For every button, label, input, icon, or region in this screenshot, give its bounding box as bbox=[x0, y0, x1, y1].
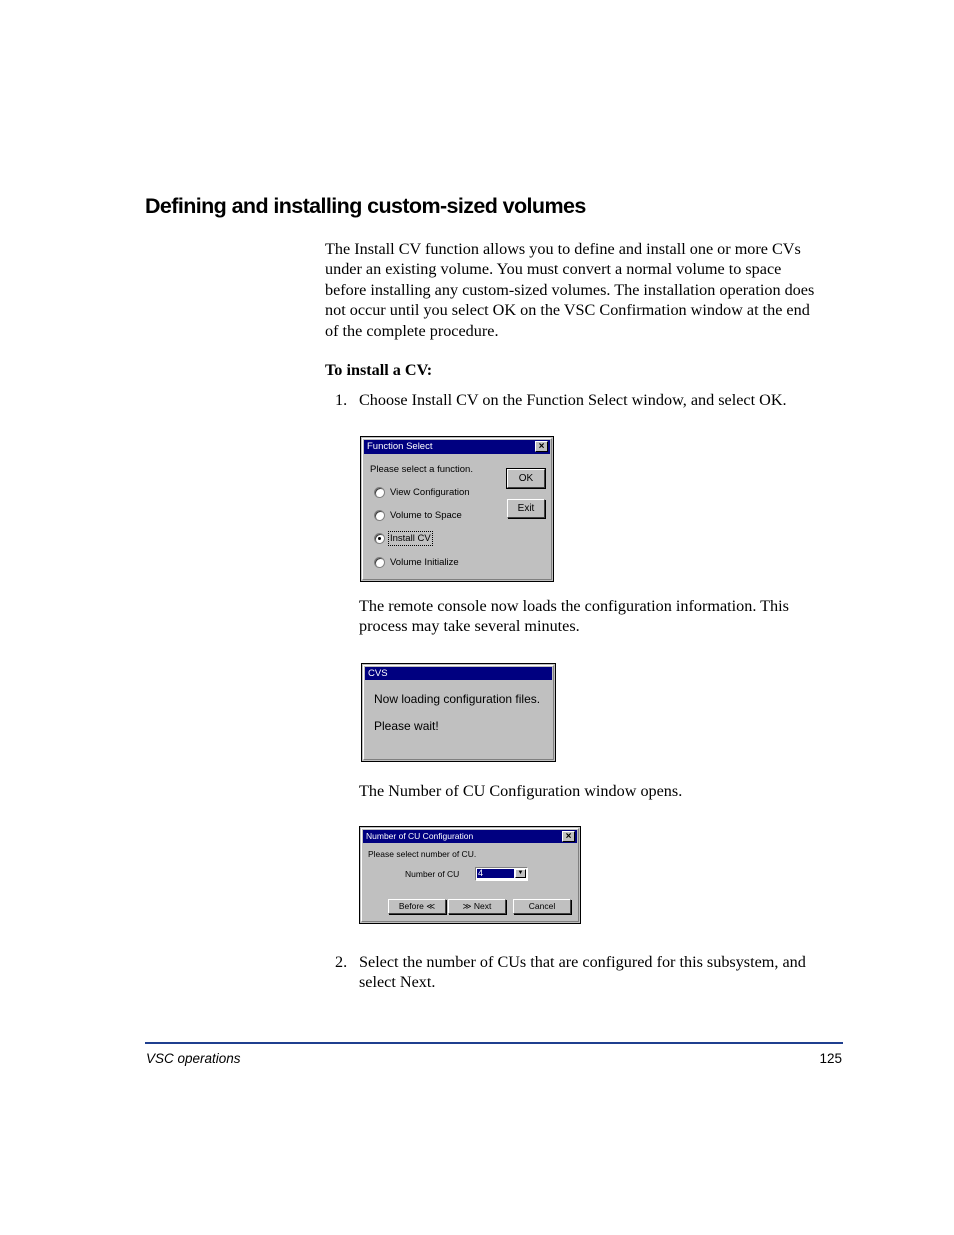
intro-line: not occur until you select OK on the VSC Confirmation window at the end bbox=[325, 301, 810, 320]
dialog-titlebar bbox=[363, 830, 577, 843]
section-heading: Defining and installing custom-sized volumes bbox=[145, 194, 586, 218]
option-label: Volume to Space bbox=[390, 510, 462, 521]
number-of-cu-select[interactable] bbox=[475, 867, 528, 881]
dialog-title: Number of CU Configuration bbox=[366, 831, 474, 841]
page-number: 125 bbox=[819, 1051, 842, 1066]
chevron-down-icon[interactable]: ▼ bbox=[515, 869, 526, 878]
cancel-button[interactable]: Cancel bbox=[513, 899, 571, 914]
dialog-title: CVS bbox=[368, 668, 388, 679]
cu-prompt: Please select number of CU. bbox=[368, 849, 477, 859]
intro-paragraph bbox=[325, 239, 845, 341]
step-number: 1. bbox=[335, 391, 348, 409]
function-prompt: Please select a function. bbox=[370, 464, 473, 475]
step-1 bbox=[335, 390, 845, 412]
radio-volume-initialize[interactable] bbox=[374, 557, 385, 568]
step-text: Choose Install CV on the Function Select window, and select OK. bbox=[359, 391, 787, 409]
next-button[interactable]: ≫ Next bbox=[448, 899, 506, 914]
close-button[interactable]: × bbox=[535, 441, 548, 452]
cvs-loading-dialog bbox=[361, 663, 556, 762]
function-select-dialog bbox=[360, 436, 554, 582]
loading-note: The remote console now loads the configuration information. This process may take several minutes. bbox=[359, 597, 789, 636]
dialog-titlebar bbox=[364, 440, 550, 454]
radio-install-cv[interactable] bbox=[374, 533, 385, 544]
step-text: Select the number of CUs that are configured for this subsystem, and select Next. bbox=[359, 953, 806, 992]
loading-message: Now loading configuration files. bbox=[374, 692, 541, 706]
step-number: 2. bbox=[335, 953, 348, 971]
option-label: Volume Initialize bbox=[390, 557, 459, 568]
intro-line: The Install CV function allows you to define and install one or more CVs bbox=[325, 240, 801, 258]
step-2 bbox=[335, 952, 845, 996]
ok-button[interactable]: OK bbox=[507, 469, 545, 488]
exit-button[interactable]: Exit bbox=[507, 499, 545, 518]
dialog-title: Function Select bbox=[367, 441, 433, 452]
intro-line: of the complete procedure. bbox=[325, 321, 499, 340]
intro-line: under an existing volume. You must convert a normal volume to space bbox=[325, 260, 782, 279]
radio-volume-to-space[interactable] bbox=[374, 510, 385, 521]
cu-field-label: Number of CU bbox=[405, 869, 460, 879]
wait-message: Please wait! bbox=[374, 719, 439, 733]
before-button[interactable]: Before ≪ bbox=[388, 899, 446, 914]
option-label: Install CV bbox=[390, 533, 431, 544]
selected-value: 4 bbox=[477, 869, 514, 878]
radio-view-configuration[interactable] bbox=[374, 487, 385, 498]
procedure-heading: To install a CV: bbox=[325, 361, 433, 379]
intro-line: before installing any custom-sized volumes. The installation operation does bbox=[325, 280, 815, 299]
close-button[interactable]: × bbox=[562, 831, 575, 842]
cu-configuration-dialog bbox=[359, 826, 581, 924]
option-label: View Configuration bbox=[390, 487, 470, 498]
dialog-titlebar bbox=[365, 667, 552, 680]
cu-window-note: The Number of CU Configuration window opens. bbox=[359, 782, 683, 800]
footer-section: VSC operations bbox=[146, 1051, 241, 1066]
footer-rule bbox=[145, 1042, 843, 1044]
